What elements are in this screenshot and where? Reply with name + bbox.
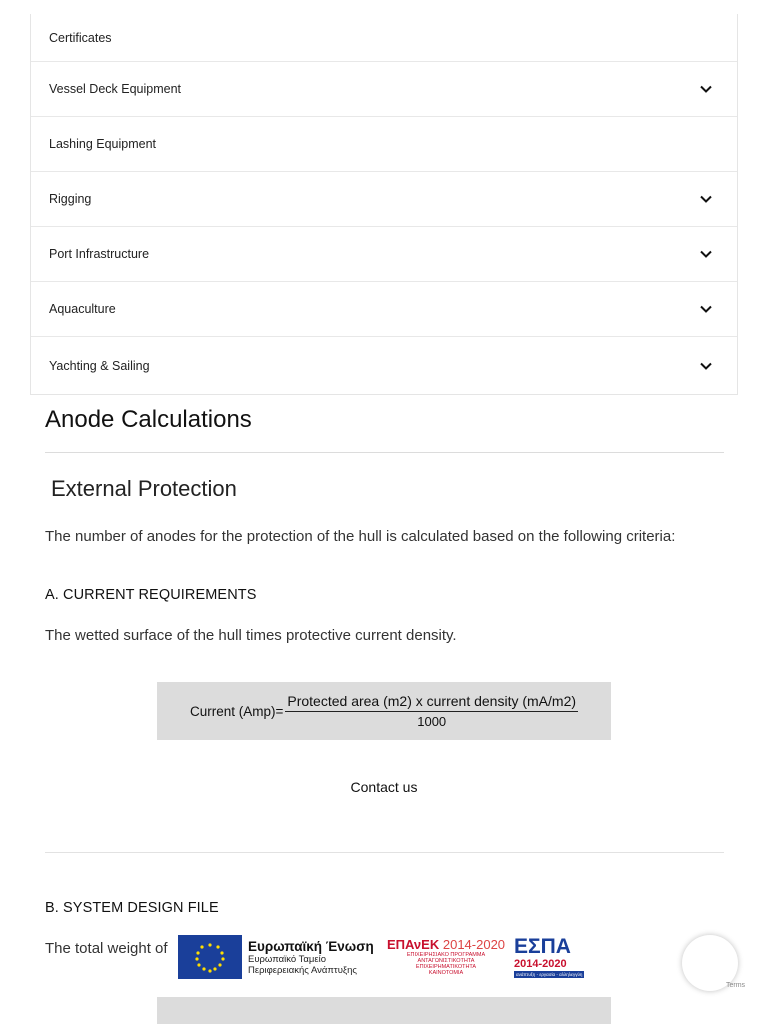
menu-item-aquaculture[interactable] — [31, 282, 737, 337]
espa-tagline: ανάπτυξη - εργασία - αλληλεγγύη — [516, 972, 583, 977]
section-b-text: The total weight of — [45, 940, 168, 957]
menu-item-label: Certificates — [49, 30, 112, 45]
menu-item-lashing-equipment[interactable] — [31, 117, 737, 172]
eu-text — [248, 939, 382, 976]
epanek-logo — [386, 938, 506, 976]
formula-denominator: 1000 — [417, 714, 447, 729]
title-divider — [45, 452, 724, 453]
chevron-down-icon[interactable] — [699, 82, 713, 96]
menu-item-yachting-sailing[interactable] — [31, 337, 737, 394]
section-b-heading: B. SYSTEM DESIGN FILE — [45, 900, 219, 916]
formula-lhs: Current (Amp)= — [189, 703, 284, 719]
chevron-down-icon[interactable] — [699, 359, 713, 373]
eu-fund-line2: Περιφερειακής Ανάπτυξης — [248, 964, 357, 976]
menu-item-label: Lashing Equipment — [49, 137, 157, 151]
menu-item-certificates[interactable] — [31, 14, 737, 62]
formula-numerator: Protected area (m2) x current density (mA/m2) — [285, 693, 578, 712]
design-formula — [157, 997, 611, 1024]
menu-item-label: Rigging — [49, 192, 92, 206]
eu-fund-line1: Ευρωπαϊκό Ταμείο — [248, 953, 326, 965]
menu-item-label: Port Infrastructure — [49, 247, 150, 261]
section-title: External Protection — [51, 476, 237, 501]
epanek-line1: ΕΠΙΧΕΙΡΗΣΙΑΚΟ ΠΡΟΓΡΑΜΜΑ — [406, 952, 486, 958]
epanek-line4: ΚΑΙΝΟΤΟΜΙΑ — [428, 970, 464, 976]
epanek-years: 2014-2020 — [442, 937, 506, 952]
section-a-text: The wetted surface of the hull times protective current density. — [45, 627, 457, 644]
menu-item-port-infrastructure[interactable] — [31, 227, 737, 282]
intro-text: The number of anodes for the protection of the hull is calculated based on the following criteria: — [45, 528, 676, 545]
epanek-line3: ΕΠΙΧΕΙΡΗΜΑΤΙΚΟΤΗΤΑ — [415, 964, 477, 970]
current-formula — [157, 682, 611, 740]
menu-item-rigging[interactable] — [31, 172, 737, 227]
eu-flag-icon — [178, 935, 242, 979]
espa-years: 2014-2020 — [514, 958, 567, 970]
epanek-name: ΕΠΑνΕΚ — [386, 937, 440, 952]
eu-title: Ευρωπαϊκή Ένωση — [248, 938, 374, 954]
chevron-down-icon[interactable] — [699, 247, 713, 261]
section-a-heading: A. CURRENT REQUIREMENTS — [45, 587, 257, 603]
espa-logo — [514, 936, 596, 978]
chevron-down-icon[interactable] — [699, 302, 713, 316]
category-menu — [30, 14, 738, 395]
funding-banner[interactable] — [178, 930, 596, 984]
menu-item-label: Aquaculture — [49, 302, 116, 316]
contact-us-link[interactable]: Contact us — [350, 779, 418, 795]
menu-item-label: Vessel Deck Equipment — [49, 82, 182, 96]
menu-item-label: Yachting & Sailing — [49, 358, 150, 373]
page-title: Anode Calculations — [45, 406, 252, 433]
epanek-line2: ΑΝΤΑΓΩΝΙΣΤΙΚΟΤΗΤΑ — [417, 958, 475, 964]
recaptcha-terms-link[interactable]: Terms — [726, 982, 746, 989]
menu-item-vessel-deck-equipment[interactable] — [31, 62, 737, 117]
section-divider — [45, 852, 724, 853]
formula-fraction — [285, 693, 578, 729]
chevron-down-icon[interactable] — [699, 192, 713, 206]
espa-name: ΕΣΠΑ — [514, 935, 571, 958]
